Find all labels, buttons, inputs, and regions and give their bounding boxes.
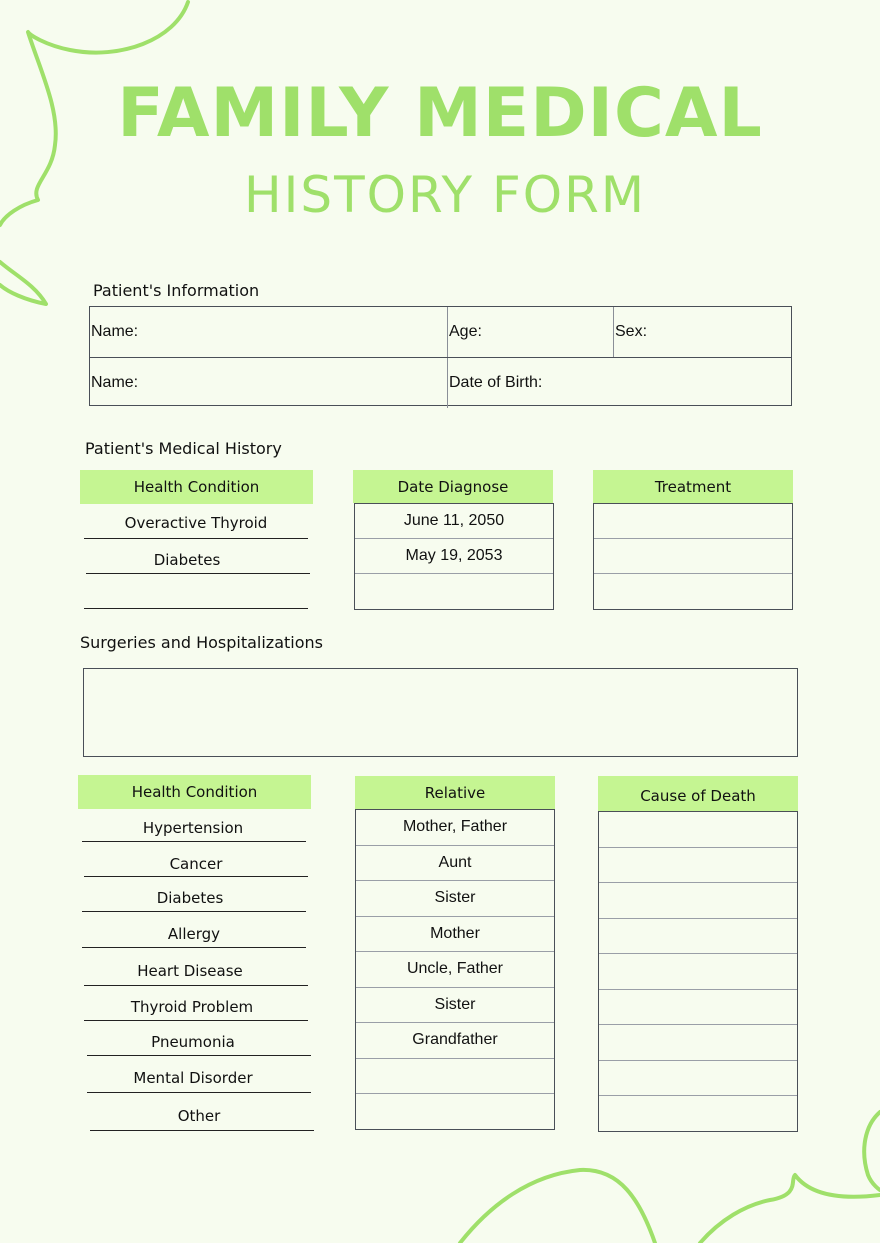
fh-condition-row-6[interactable]: Thyroid Problem: [84, 988, 308, 1021]
mh-date-row-1[interactable]: June 11, 2050: [355, 504, 553, 539]
fh-cause-row-1[interactable]: [599, 812, 797, 848]
fh-relative-row-1[interactable]: Mother, Father: [356, 810, 554, 846]
medical-history-heading: Patient's Medical History: [85, 439, 282, 458]
age-label: Age:: [449, 323, 482, 340]
fh-condition-row-5[interactable]: Heart Disease: [84, 951, 308, 986]
mh-condition-row-2[interactable]: Diabetes: [86, 541, 310, 574]
mh-date-row-3[interactable]: [355, 574, 553, 609]
name-field-2[interactable]: [90, 358, 447, 408]
dob-label: Date of Birth:: [449, 374, 543, 391]
fh-condition-row-7[interactable]: Pneumonia: [87, 1023, 311, 1056]
fh-condition-row-9[interactable]: Other: [90, 1096, 314, 1131]
fh-condition-row-2[interactable]: Cancer: [84, 846, 308, 877]
fh-cause-header: Cause of Death: [598, 776, 798, 811]
mh-treatment-row-2[interactable]: [594, 539, 792, 574]
patient-info-heading: Patient's Information: [93, 281, 260, 300]
fh-cause-row-5[interactable]: [599, 954, 797, 990]
mh-treatment-row-3[interactable]: [594, 574, 792, 609]
mh-treatment-row-1[interactable]: [594, 504, 792, 539]
fh-relative-row-8[interactable]: [356, 1059, 554, 1095]
sex-field[interactable]: [613, 307, 791, 357]
form-title-line2: HISTORY FORM: [244, 166, 646, 224]
name-field[interactable]: [90, 307, 447, 357]
age-field[interactable]: [447, 307, 613, 357]
mh-treatment-header: Treatment: [593, 470, 793, 503]
fh-relative-row-4[interactable]: Mother: [356, 917, 554, 953]
fh-condition-header: Health Condition: [78, 775, 311, 809]
fh-cause-row-6[interactable]: [599, 990, 797, 1026]
dob-field[interactable]: [447, 358, 791, 408]
mh-treatment-table: [593, 503, 793, 610]
name-label: Name:: [91, 323, 139, 340]
mh-condition-header: Health Condition: [80, 470, 313, 504]
surgeries-textbox[interactable]: [83, 668, 798, 757]
fh-relative-row-6[interactable]: Sister: [356, 988, 554, 1024]
mh-date-row-2[interactable]: May 19, 2053: [355, 539, 553, 574]
mh-condition-row-1[interactable]: Overactive Thyroid: [84, 505, 308, 539]
fh-cause-row-8[interactable]: [599, 1061, 797, 1097]
fh-relative-header: Relative: [355, 776, 555, 809]
fh-cause-row-2[interactable]: [599, 848, 797, 884]
patient-info-row-2: [90, 357, 791, 408]
fh-cause-row-3[interactable]: [599, 883, 797, 919]
patient-info-row-1: [90, 307, 791, 357]
mh-date-header: Date Diagnose: [353, 470, 553, 503]
fh-condition-row-1[interactable]: Hypertension: [82, 810, 306, 842]
fh-relative-row-5[interactable]: Uncle, Father: [356, 952, 554, 988]
sex-label: Sex:: [615, 323, 648, 340]
mh-condition-row-3[interactable]: [84, 576, 308, 609]
patient-info-table: [89, 306, 792, 406]
fh-condition-row-4[interactable]: Allergy: [82, 915, 306, 948]
fh-relative-row-2[interactable]: Aunt: [356, 846, 554, 882]
mh-date-table: [354, 503, 554, 610]
fh-cause-table: [598, 811, 798, 1132]
fh-cause-row-4[interactable]: [599, 919, 797, 955]
fh-cause-row-7[interactable]: [599, 1025, 797, 1061]
fh-condition-row-3[interactable]: Diabetes: [82, 880, 306, 912]
name-label-2: Name:: [91, 374, 139, 391]
fh-condition-row-8[interactable]: Mental Disorder: [87, 1059, 311, 1093]
fh-relative-row-7[interactable]: Grandfather: [356, 1023, 554, 1059]
form-title-line1: FAMILY MEDICAL: [117, 74, 763, 153]
fh-relative-row-3[interactable]: Sister: [356, 881, 554, 917]
fh-cause-row-9[interactable]: [599, 1096, 797, 1131]
surgeries-heading: Surgeries and Hospitalizations: [80, 633, 323, 652]
fh-relative-row-9[interactable]: [356, 1094, 554, 1129]
fh-relative-table: [355, 809, 555, 1130]
